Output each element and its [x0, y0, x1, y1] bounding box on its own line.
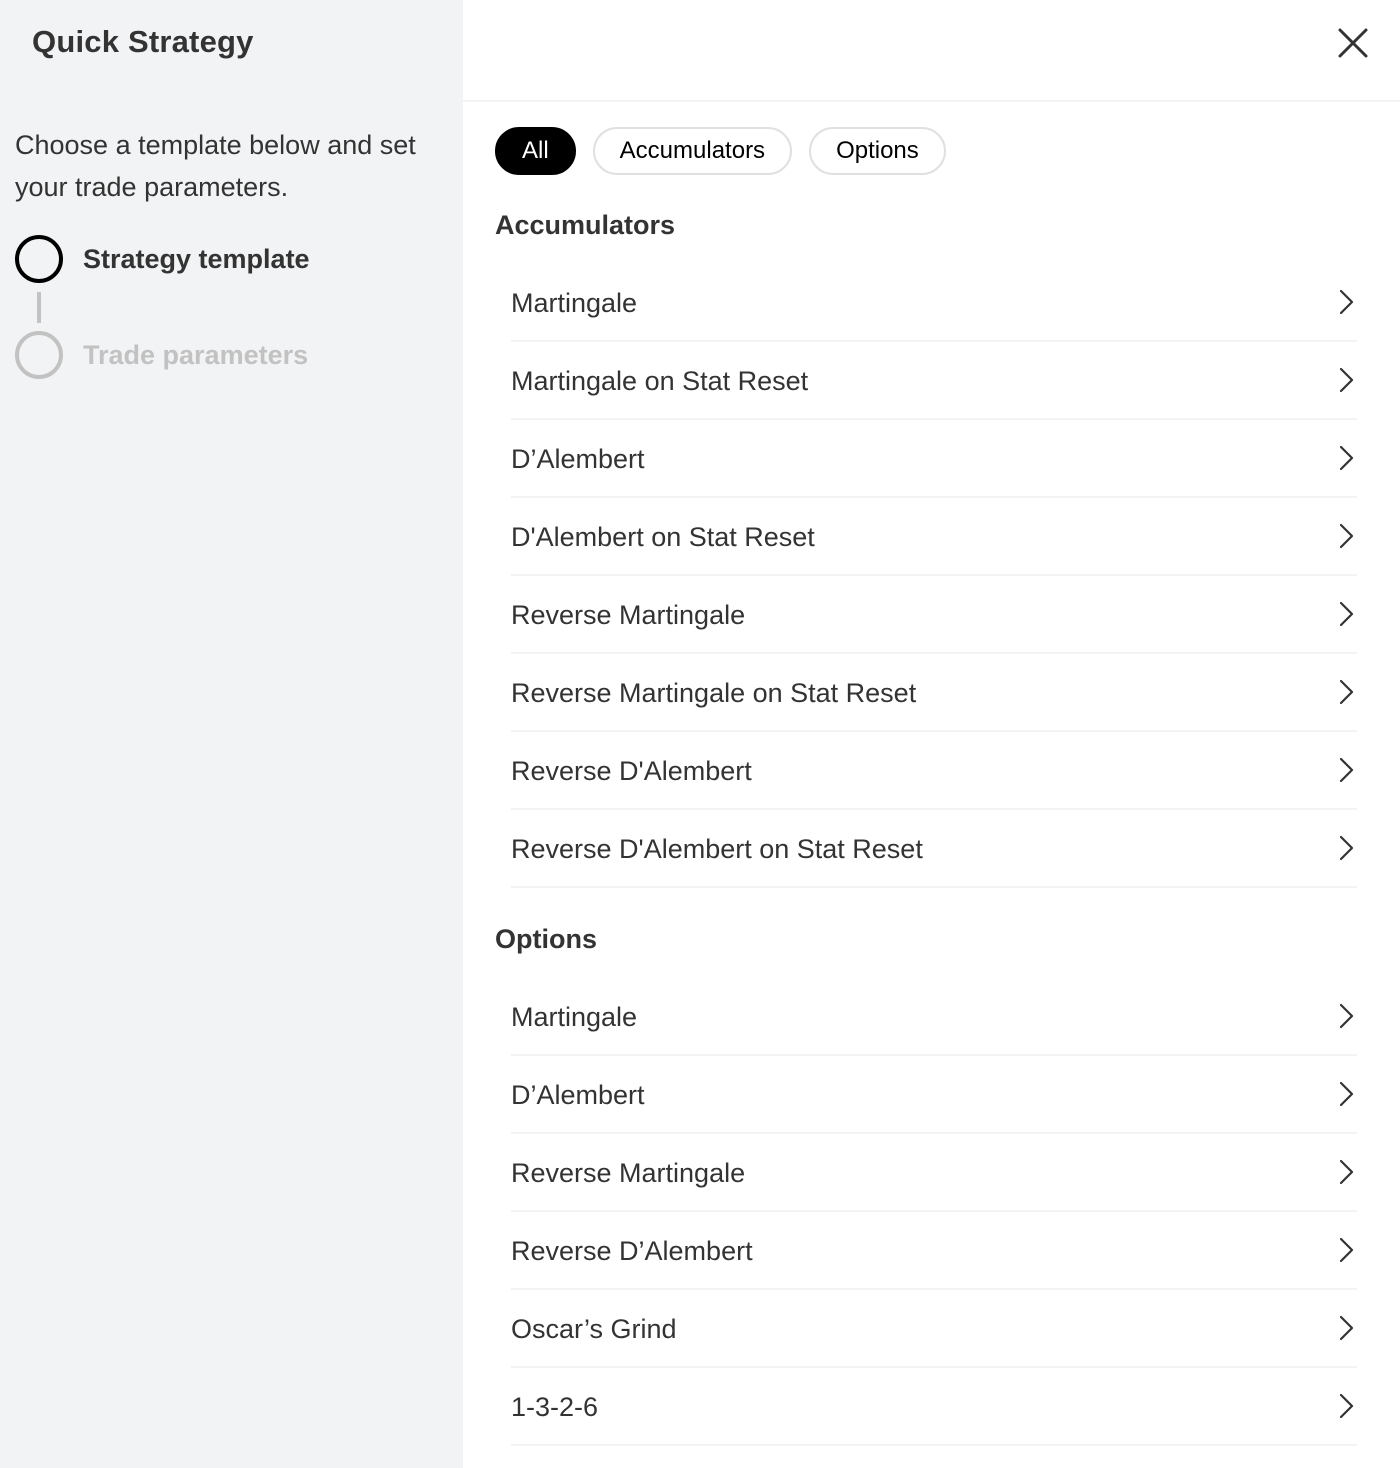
sidebar [0, 0, 463, 1468]
chevron-right-icon [1337, 1158, 1357, 1186]
chevron-right-icon [1337, 678, 1357, 706]
list-item-label: Reverse D'Alembert on Stat Reset [511, 833, 923, 864]
list-item-label: Reverse D’Alembert [511, 1235, 753, 1266]
filter-chips [495, 127, 946, 175]
chevron-right-icon [1337, 1002, 1357, 1030]
chevron-right-icon [1337, 522, 1357, 550]
list-item-label: Martingale on Stat Reset [511, 365, 809, 396]
list-item[interactable] [511, 576, 1357, 654]
list-item[interactable] [511, 1134, 1357, 1212]
list-item[interactable] [511, 654, 1357, 732]
list-item[interactable] [511, 1056, 1357, 1134]
strategy-list-options [511, 978, 1357, 1446]
stepper [15, 235, 310, 379]
section-title-accumulators: Accumulators [495, 210, 676, 240]
chevron-right-icon [1337, 444, 1357, 472]
list-item[interactable] [511, 810, 1357, 888]
step-connector [37, 292, 41, 323]
chevron-right-icon [1337, 1236, 1357, 1264]
top-bar [463, 0, 1400, 102]
list-item[interactable] [511, 1212, 1357, 1290]
chevron-right-icon [1337, 1080, 1357, 1108]
page-title: Quick Strategy [32, 24, 254, 59]
list-item[interactable] [511, 1368, 1357, 1446]
chevron-right-icon [1337, 600, 1357, 628]
list-item-label: D’Alembert [511, 1079, 645, 1110]
list-item[interactable] [511, 420, 1357, 498]
list-item-label: Reverse Martingale [511, 1157, 746, 1188]
chevron-right-icon [1337, 288, 1357, 316]
list-item[interactable] [511, 342, 1357, 420]
chevron-right-icon [1337, 834, 1357, 862]
chevron-right-icon [1337, 1392, 1357, 1420]
chevron-right-icon [1337, 1314, 1357, 1342]
filter-chip-all[interactable]: All [495, 127, 576, 175]
list-item-label: D'Alembert on Stat Reset [511, 521, 815, 552]
list-item-label: Reverse Martingale [511, 599, 746, 630]
list-item-label: 1-3-2-6 [511, 1391, 599, 1422]
chevron-right-icon [1337, 366, 1357, 394]
filter-chip-accumulators[interactable]: Accumulators [593, 127, 792, 175]
filter-chip-options[interactable]: Options [809, 127, 946, 175]
step-label: Strategy template [83, 243, 310, 274]
list-item[interactable] [511, 264, 1357, 342]
list-item-label: D’Alembert [511, 443, 645, 474]
strategy-list-accumulators [511, 264, 1357, 888]
list-item[interactable] [511, 978, 1357, 1056]
close-button[interactable] [1332, 22, 1374, 64]
step-label: Trade parameters [83, 339, 309, 370]
step-trade-parameters [15, 331, 310, 379]
list-item-label: Reverse Martingale on Stat Reset [511, 677, 917, 708]
main-content [463, 0, 1400, 1468]
list-item-label: Martingale [511, 1001, 638, 1032]
sidebar-description: Choose a template below and set your trade parameters. [15, 130, 416, 202]
list-item[interactable] [511, 498, 1357, 576]
close-icon [1332, 22, 1374, 64]
list-item-label: Oscar’s Grind [511, 1313, 677, 1344]
list-item[interactable] [511, 732, 1357, 810]
step-strategy-template [15, 235, 310, 283]
list-item-label: Martingale [511, 287, 638, 318]
chevron-right-icon [1337, 756, 1357, 784]
list-item[interactable] [511, 1290, 1357, 1368]
step-circle-icon [15, 235, 63, 283]
section-title-options: Options [495, 924, 597, 954]
step-circle-icon [15, 331, 63, 379]
list-item-label: Reverse D'Alembert [511, 755, 752, 786]
